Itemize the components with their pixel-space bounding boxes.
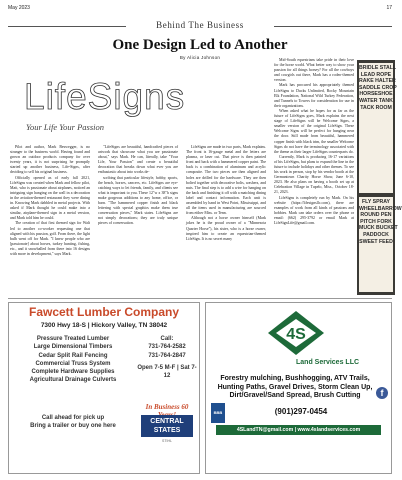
land-services-logo-icon (266, 309, 326, 357)
logo-tagline: Your Life Your Passion (26, 122, 105, 132)
article-paragraph: The creation of that first themed sign for Walt led to another co-worker requesting one that aligned with his passion, golf. From there, the light bulb went off for Mark. "I knew people who are [passionate] about horses, turkey hunting, fishing, etc., and it snowballed from there into 16 designs with more in development," says Mark. (10, 221, 90, 256)
sign-line: SADDLE CROP (359, 84, 397, 91)
phone-number: 731-764-2847 (148, 352, 186, 359)
ad-address: 7300 Hwy 18-S | Hickory Valley, TN 38042 (40, 322, 168, 329)
article-paragraph: Although not a horse owner himself (Mark jokes he is the proud owner of a "Minnesota Quarter Horse"), his sister, who is a horse owner, inspired him to create an equestrian-themed LifeSign. It is no secret many (186, 216, 266, 241)
lifesigns-logo (10, 70, 275, 140)
article-paragraph: LifeSigns is completely run by Mark. On his website (https://lifesignsllc.com), there are examples of work from all kinds of passions and hobbies. Mark can take orders over the phone or email: (662) 295-3792 or email Mark at LifeSignLife@gmail.com. (274, 195, 354, 225)
bbb-badge-icon: BBB (211, 403, 225, 423)
article-headline: One Design Led to Another (112, 37, 288, 53)
list-item: Pressure Treated Lumber (36, 336, 110, 342)
sign-line: MUCK BUCKET (359, 225, 398, 232)
sign-panel-top (359, 63, 397, 193)
logo-mark-text: 4S (286, 326, 306, 343)
footer-line: Bring a trailer or buy one here (30, 423, 116, 430)
list-item: Commercial Truss System (35, 360, 111, 367)
logo-line: STATES (153, 427, 181, 434)
land-services-ad (205, 302, 392, 474)
phone-number: 731-764-2582 (148, 344, 186, 351)
article-paragraph: scribing that particular lifestyle, hobby, sports, the beach, horses, cancers, etc. LifeSigns are eye-catching ways to let friends, family, and clients see what is important to you. These 12"w x 38"h signs make gorgeous additions to any home, office, or barn. "The hammered copper finish and black lettering with special graphics make them true conversation pieces," Mark states. LifeSigns are not simply decorations; they are truly unique pieces of conversation. (98, 175, 178, 226)
sign-line: TACK ROOM (360, 104, 392, 111)
article-paragraph: "LifeSigns are beautiful, handcrafted pieces of artwork that showcase what you are passionate about," says Mark. He can, literally, take "Your Life, Your Passion" and create a beautiful decoration that breaks down what ever you are enthusiastic about into works de- (98, 145, 178, 175)
ad-call-block (137, 335, 197, 380)
article-paragraph: LifeSigns are made in two parts, Mark explains. The front is 16-gauge metal and the letters are plasma, or laser cut. That piece is then painted front and back with a hammered copper paint. The back is a combination of aluminum and acrylic composite. The two pieces are then aligned and holes are drilled for the hardware. They are then bolted together with decorative bolts, washers, and nuts. The final step is to add a wire for hanging on the back and finishing it off with a matching dining label and contact information. Each unit is assembled by hand in West Point, Mississippi, and all the items used in manufacturing are sourced from either Miss. or Tenn. (186, 145, 266, 216)
stihl-logo: STIHL (162, 439, 172, 443)
ad-footer (13, 414, 133, 431)
sign-line: ROUND PEN (360, 212, 392, 219)
sign-line: FLY SPRAY (361, 199, 391, 205)
facebook-icon[interactable]: f (376, 387, 388, 399)
section-title: Behind The Business (156, 20, 244, 30)
article-paragraph: Currently, Mark is producing 16-17 variations of his LifeSigns, but plans to expand the line in the future to include holidays and other themes. To see his work in person, stop by his vendor booth at the Germantown Charity Horse Show, June 6-10, 2023. He also plans on having a booth set up at Celebration Village in Tupelo, Miss., October 18-21, 2023. (274, 154, 354, 195)
ad-services-list (210, 375, 380, 401)
article-byline: By Alicia Johnson (179, 55, 221, 60)
sign-line: WHEELBARROW (359, 205, 402, 212)
sign-line: HORSESHOE (359, 91, 393, 98)
sign-line: PADDOCK (363, 231, 389, 238)
article-column-3 (186, 145, 266, 295)
ad-business-name: Land Services LLC (296, 359, 360, 366)
page-number: 17 (386, 5, 392, 11)
section-rule-right (274, 26, 392, 27)
sign-line: WATER TANK (359, 97, 393, 104)
central-states-logo (141, 415, 193, 437)
article-paragraph: Mark has procured his appropriately themed LifeSigns to Ducks Unlimited, Rocky Mountain Elk Foundation, National Wild Turkey Federation, and Tunnels to Towers for consideration for use in their organizations. (274, 83, 354, 108)
sign-line: RAKE HALTER (359, 78, 396, 85)
list-item: Agricultural Drainage Culverts (29, 377, 117, 384)
article-column-4 (274, 58, 354, 295)
fawcett-lumber-ad (8, 302, 200, 474)
article-paragraph: Mid-South equestrians take pride in their love for the horse world. What better way to show your passion for all things horsey? For all the cowboys and cowgirls out there, Mark has a rodeo-themed version. (274, 58, 354, 83)
list-item: Large Dimensional Timbers (33, 344, 113, 351)
article-column-2 (98, 145, 178, 295)
ad-title: Fawcett Lumber Company (28, 305, 180, 319)
years-in-business: In Business 60 (145, 403, 189, 411)
phone-bar (206, 403, 391, 423)
logo-wordmark: LifeSigns (24, 76, 186, 117)
ad-contact-bar[interactable]: 4SLandTN@gmail.com | www.4slandservices.com (216, 425, 381, 435)
sign-photo (357, 60, 402, 295)
footer-line: Call ahead for pick up (41, 415, 105, 421)
article-paragraph: Officially opened as of early fall 2021, LifeSigns was created when Mark and fellow pilot, Matt, who is passionate about airplanes, noticed an intriguing sign hanging on the wall in a decoration in the aviation-themed restaurant they were dining in. Knowing Mark dabbled in metal projects. With asked if Mark thought he could make into a similar, airplane-themed sign in a metal version, and Mark told him he could. (10, 175, 90, 221)
ad-product-list (13, 335, 133, 385)
service-line: Hunting Paths, Gravel Drives, Storm Clean Up, (217, 383, 373, 391)
sign-line: BRIDLE STALL (359, 65, 397, 71)
article-column-1 (10, 145, 90, 295)
article-paragraph: When asked what he hopes for as far as the future of LifeSigns goes, Mark explains the next stage of LifeSigns will be Welcome Signs, a smaller version of the original LifeSign. These Welcome Signs will be perfect for hanging near the door. Still made from beautiful, hammered copper finish with black trim, the smaller Welcome Signs do not have the terminology associated with the theme as their larger LifeSigns counterparts do. (274, 108, 354, 154)
list-item: Complete Hardware Supplies (31, 369, 115, 376)
issue-date: May 2023 (8, 5, 30, 11)
page-header (8, 5, 392, 15)
list-item: Cedar Split Rail Fencing (38, 352, 108, 359)
article-paragraph: Pilot and author, Mark Beswegger, is no stranger to the business world. Having found and grown an outdoor products company for over twenty years, it is not surprising he promptly started up another business, Life-Signs, after deciding to sell his original business. (10, 145, 90, 175)
sign-line: PITCH FORK (360, 218, 392, 225)
ad-phone-number[interactable]: (901)297-0454 (274, 407, 328, 416)
service-line: Dirt/Gravel/Sand Spread, Brush Cutting (229, 392, 361, 399)
logo-line: CENTRAL (150, 418, 184, 425)
service-line: Forestry mulching, Bushhogging, ATV Trails, (220, 375, 370, 382)
call-label: Call: (160, 336, 174, 342)
business-hours: Open 7-5 M-F | Sat 7-12 (137, 364, 197, 380)
sign-panel-bottom (359, 197, 402, 292)
sign-line: LEAD ROPE (360, 71, 392, 78)
ad-divider (8, 298, 392, 299)
sign-line: SWEET FEED (359, 238, 393, 245)
